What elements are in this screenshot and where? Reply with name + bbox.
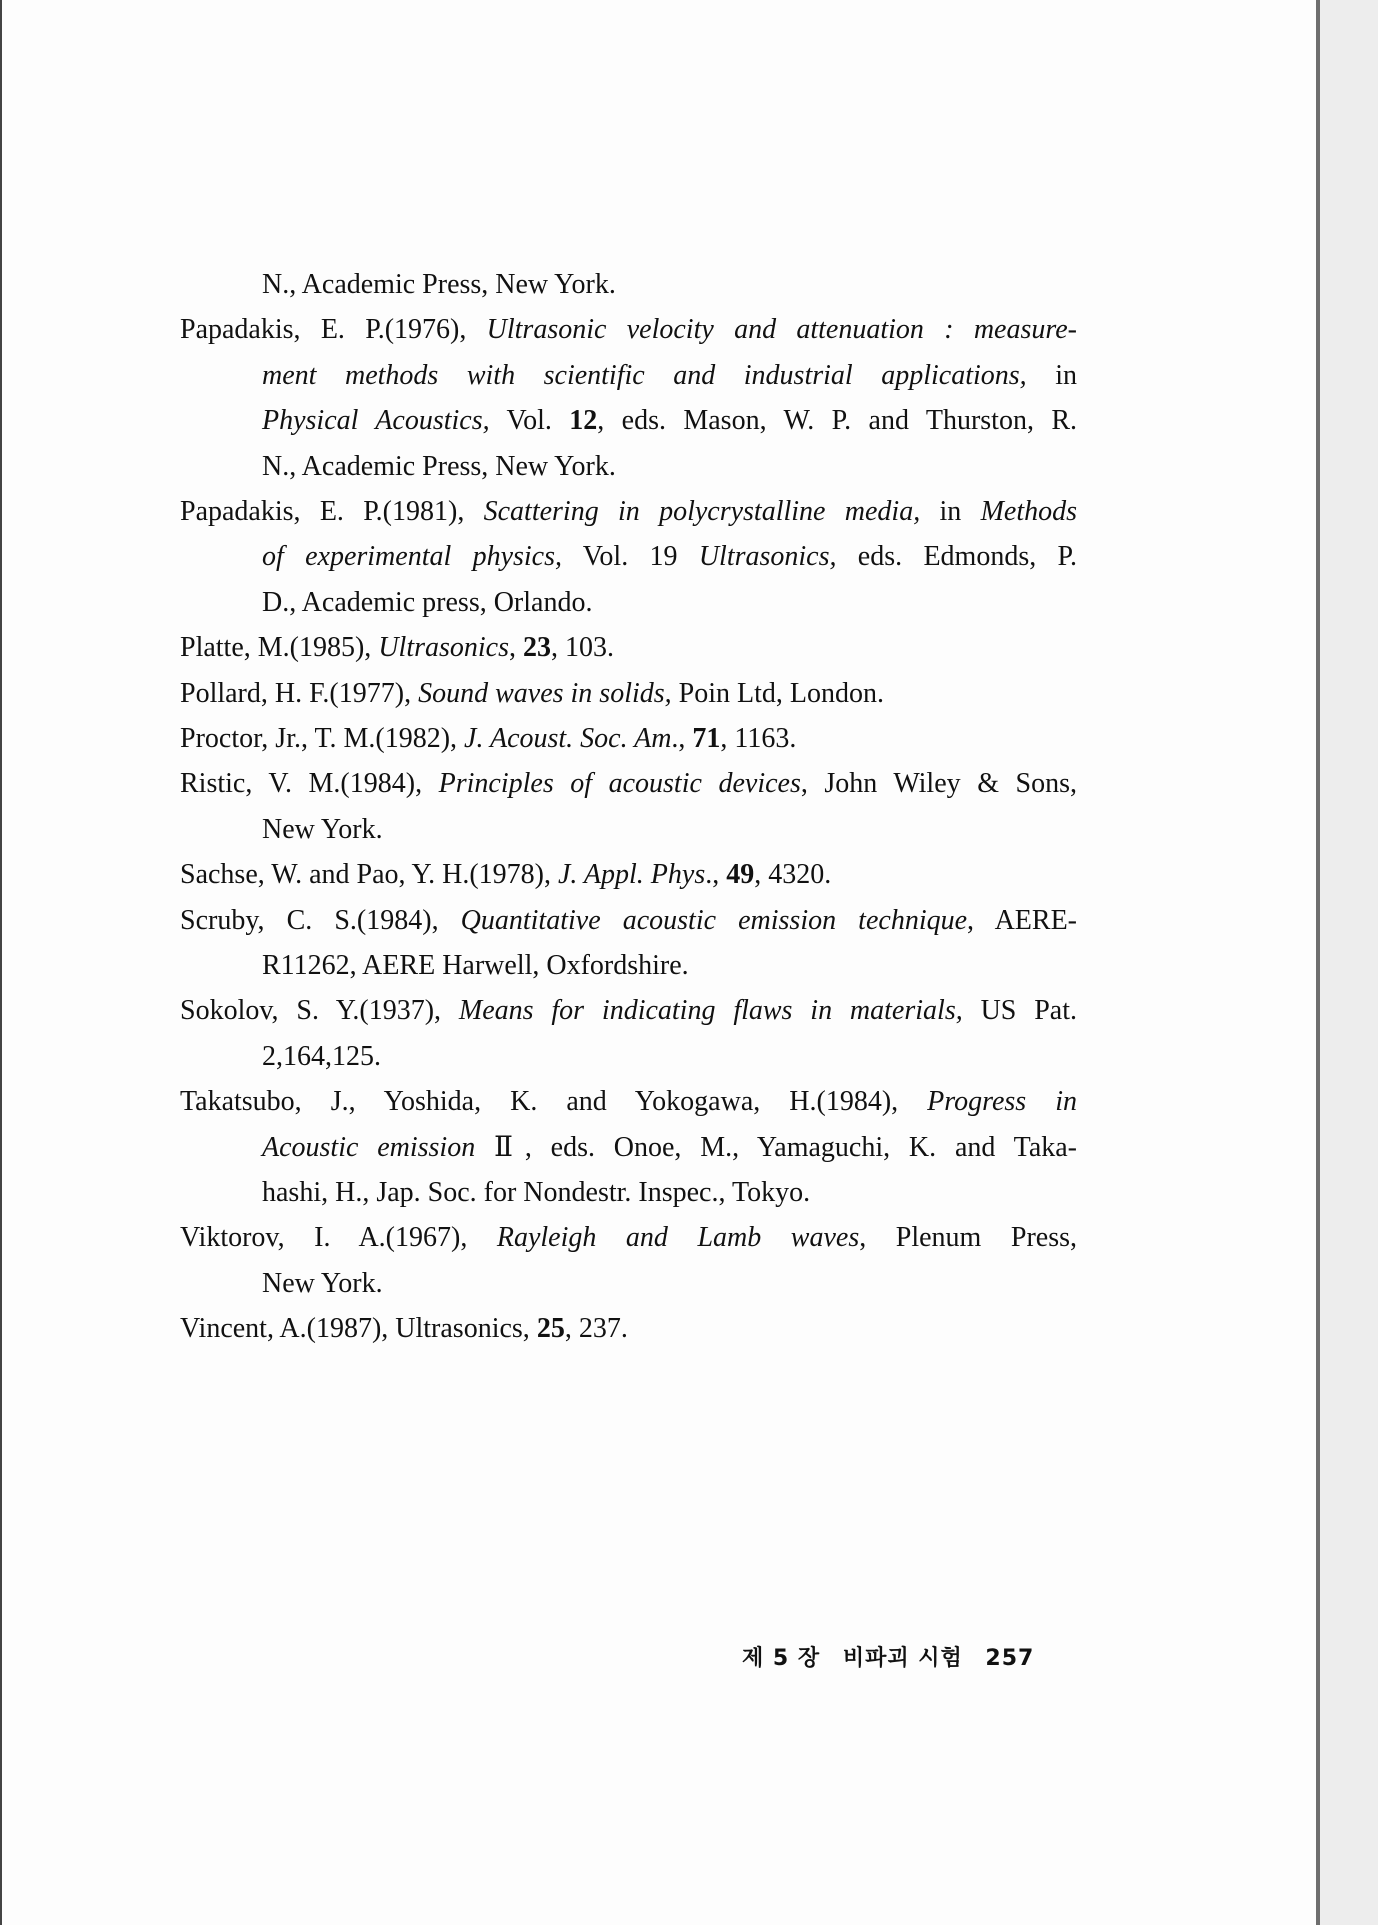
reference-text: 2,164,125.	[262, 1040, 381, 1072]
reference-text: Poin Ltd, London.	[671, 677, 884, 709]
reference-text: Pollard, H. F.(1977),	[180, 677, 419, 709]
reference-text: Viktorov, I. A.(1967),	[180, 1222, 497, 1254]
viewer-gutter	[1320, 0, 1378, 1925]
reference-line	[262, 404, 1077, 438]
reference-text: , AERE-	[967, 904, 1077, 936]
reference-text: eds. Edmonds, P.	[836, 541, 1077, 573]
reference-text: .,	[705, 859, 727, 891]
reference-text: , eds. Mason, W. P. and Thurston, R.	[597, 405, 1078, 437]
reference-text: Sachse, W. and Pao, Y. H.(1978),	[180, 859, 558, 891]
italic-title: Quantitative acoustic emission technique	[460, 904, 968, 936]
reference-line	[180, 1085, 1077, 1119]
reference-text: , 4320.	[754, 859, 832, 891]
reference-text: Sokolov, S. Y.(1937),	[180, 995, 459, 1027]
reference-text: Takatsubo, J., Yoshida, K. and Yokogawa, H.(1984),	[180, 1086, 928, 1118]
reference-text: in	[920, 496, 981, 527]
reference-text: , 103.	[551, 632, 614, 664]
reference-line	[262, 1040, 381, 1074]
reference-text: Vol.	[489, 405, 570, 437]
reference-text: in	[1026, 359, 1077, 391]
volume-number: 12	[569, 405, 598, 437]
reference-text: hashi, H., Jap. Soc. for Nondestr. Inspec., Tokyo.	[262, 1177, 811, 1208]
reference-text: Ⅱ, eds. Onoe, M., Yamaguchi, K. and Taka-	[475, 1131, 1077, 1163]
reference-line	[180, 677, 884, 711]
italic-title: J. Acoust. Soc. Am	[464, 723, 672, 754]
reference-line	[180, 631, 614, 665]
reference-line	[262, 813, 383, 847]
reference-text: New York.	[262, 1267, 383, 1299]
reference-line	[180, 767, 1077, 801]
italic-title: of experimental physics,	[262, 541, 562, 573]
reference-line	[262, 1131, 1077, 1165]
reference-text: D., Academic press, Orlando.	[262, 586, 593, 618]
volume-number: 25	[536, 1313, 565, 1345]
reference-line	[180, 1312, 628, 1346]
italic-title: Ultrasonic velocity and attenuation : measure-	[486, 314, 1077, 346]
reference-line	[262, 949, 689, 983]
reference-text: Vincent, A.(1987), Ultrasonics,	[180, 1313, 537, 1345]
italic-title: Rayleigh and Lamb waves	[496, 1222, 860, 1254]
italic-title: Ultrasonics	[378, 632, 509, 664]
page-number: 257	[985, 1646, 1035, 1671]
reference-text: N., Academic Press, New York.	[262, 450, 616, 482]
reference-text: ,	[509, 632, 523, 664]
reference-text: .,	[671, 723, 693, 754]
italic-title: Methods	[980, 496, 1077, 527]
reference-line	[180, 904, 1077, 938]
reference-line	[180, 1221, 1077, 1255]
reference-line	[180, 994, 1077, 1028]
reference-text: Papadakis, E. P.(1976),	[180, 314, 487, 346]
reference-line	[180, 495, 1077, 529]
reference-text: Ristic, V. M.(1984),	[180, 768, 439, 800]
reference-line	[262, 1267, 383, 1301]
reference-line	[262, 1176, 810, 1210]
italic-title: Scattering in polycrystalline media,	[483, 496, 921, 527]
italic-title: ment methods with scientific and industrial applications,	[262, 359, 1027, 391]
italic-title: Sound waves in solids,	[418, 677, 672, 709]
reference-line	[180, 313, 1077, 347]
reference-text: , Plenum Press,	[859, 1222, 1077, 1254]
reference-text: New York.	[262, 813, 383, 845]
reference-text: Papadakis, E. P.(1981),	[180, 496, 484, 527]
reference-text: , 237.	[564, 1313, 628, 1345]
reference-line	[262, 450, 616, 484]
reference-line	[180, 858, 831, 892]
reference-text: US Pat.	[962, 995, 1077, 1027]
reference-text: Platte, M.(1985),	[180, 632, 379, 664]
reference-line	[262, 586, 592, 620]
footer-title: 비파괴 시험	[842, 1646, 963, 1671]
reference-line	[180, 722, 796, 756]
reference-text: Scruby, C. S.(1984),	[180, 904, 461, 936]
italic-title: Acoustic emission	[262, 1131, 476, 1163]
reference-line	[262, 540, 1077, 574]
volume-number: 23	[523, 632, 551, 664]
reference-text: , 1163.	[720, 723, 797, 754]
volume-number: 49	[726, 859, 755, 891]
reference-text: , John Wiley & Sons,	[800, 768, 1077, 800]
page-footer	[742, 1641, 1048, 1672]
italic-title: Ultrasonics,	[698, 541, 837, 573]
volume-number: 71	[692, 723, 721, 754]
reference-text: Proctor, Jr., T. M.(1982),	[180, 723, 465, 754]
reference-line	[262, 359, 1077, 393]
italic-title: Principles of acoustic devices	[438, 768, 801, 800]
footer-chapter: 제 5 장	[742, 1646, 821, 1671]
reference-text: R11262, AERE Harwell, Oxfordshire.	[262, 950, 689, 981]
reference-text: N., Academic Press, New York.	[262, 269, 616, 300]
italic-title: Physical Acoustics,	[262, 405, 490, 437]
reference-line	[262, 268, 616, 302]
italic-title: J. Appl. Phys	[557, 859, 706, 891]
italic-title: Progress in	[927, 1086, 1077, 1118]
italic-title: Means for indicating flaws in materials,	[458, 995, 963, 1027]
reference-text: Vol. 19	[562, 541, 699, 573]
